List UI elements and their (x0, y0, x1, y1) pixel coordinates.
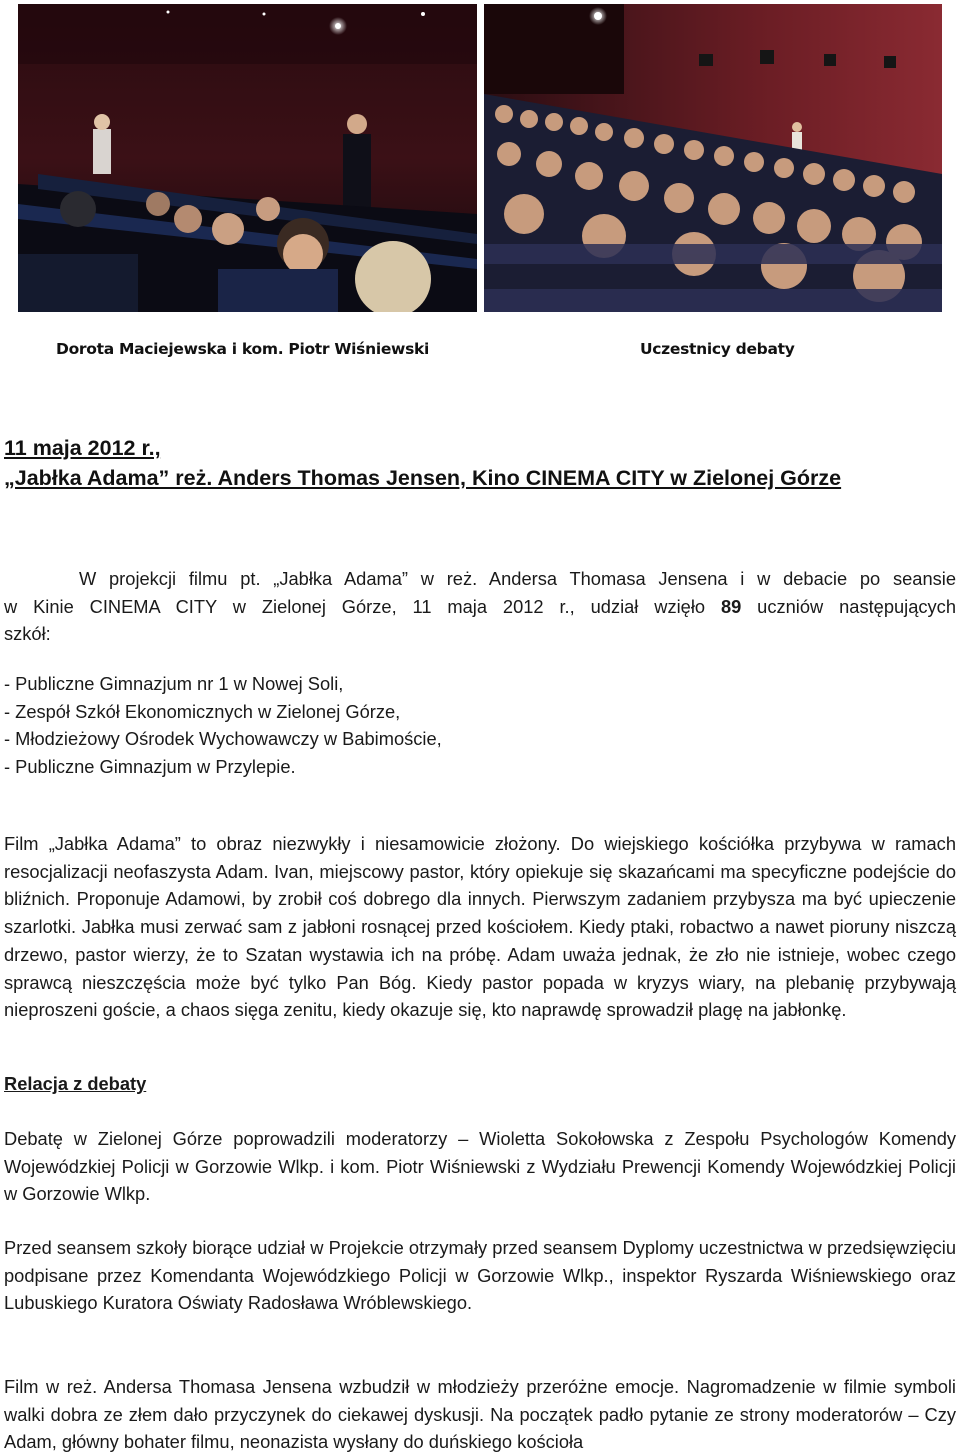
debate-paragraph: Debatę w Zielonej Górze poprowadzili moderatorzy – Wioletta Sokołowska z Zespołu Psychologów Komendy Wojewódzkiej Policji w Gorzowie Wlkp. i kom. Piotr Wiśniewski z Wydziału Prewencji Komendy Wojewódzkiej Policji w Gorzowie Wlkp. (4, 1128, 956, 1205)
school-item: - Zespół Szkół Ekonomicznych w Zielonej Górze, (4, 700, 401, 722)
intro-paragraph (4, 565, 956, 648)
intro-line-2: w Kinie CINEMA CITY w Zielonej Górze, 11 maja 2012 r., udział wzięło 89 uczniów następujących (4, 595, 956, 617)
heading-date: 11 maja 2012 r., (4, 436, 161, 460)
cinema-hall-image-left (18, 4, 477, 312)
photo-audience (484, 4, 942, 312)
film-description: Film „Jabłka Adama” to obraz niezwykły i niesamowicie złożony. Do wiejskiego kościółka przybywa w ramach resocjalizacji neofaszysta Adam. Ivan, miejscowy pastor, który opiekuje się skazańcami ma specyficzne podejście do bliźnich. Proponuje Adamowi, by zrobił coś dobrego dla innych. Pierwszym zadaniem przybysza ma być upieczenie szarlotki. Jabłka musi zerwać sam z jabłoni rosnącej przed kościołem. Kiedy ptaki, robactwo a nawet pioruny niszczą drzewo, pastor wierzy, że to Szatan wystawia ich na próbę. Adam uważa jednak, że zło nie istnieje, wobec czego sprawcą nieszczęścia może być tylko Pan Bóg. Kiedy pastor popada w kryzys wiary, na plebanię przybywają nieproszeni goście, a chaos sięga zenitu, kiedy okazuje się, kto naprawdę sprowadził plagę na jabłonkę. (4, 833, 956, 1021)
section-heading-relacja: Relacja z debaty (4, 1073, 147, 1094)
intro-line-1: W projekcji filmu pt. „Jabłka Adama” w reż. Andersa Thomasa Jensena i w debacie po seansie (79, 568, 956, 589)
heading-film: „Jabłka Adama” reż. Anders Thomas Jensen, Kino CINEMA CITY w Zielonej Górze (4, 466, 842, 490)
cinema-hall-image-right (484, 4, 942, 312)
caption-audience: Uczestnicy debaty (640, 340, 795, 358)
school-item: - Młodzieżowy Ośrodek Wychowawczy w Babimoście, (4, 728, 442, 750)
emotions-paragraph: Film w reż. Andersa Thomasa Jensena wzbudził w młodzieży przeróżne emocje. Nagromadzenie w filmie symboli walki dobra ze złem dało przyczynek do ciekawej dyskusji. Na początek padło pytanie ze strony moderatorów – Czy Adam, główny bohater filmu, neonazista wysłany do duńskiego kościoła (4, 1376, 956, 1453)
caption-speakers: Dorota Maciejewska i kom. Piotr Wiśniewski (56, 340, 430, 358)
school-item: - Publiczne Gimnazjum nr 1 w Nowej Soli, (4, 673, 344, 694)
school-list (4, 670, 956, 781)
photo-speakers (18, 4, 477, 312)
intro-line-3: szkół: (4, 623, 51, 645)
school-item: - Publiczne Gimnazjum w Przylepie. (4, 756, 296, 778)
participant-count: 89 (720, 595, 742, 617)
diplomas-paragraph: Przed seansem szkoły biorące udział w Projekcie otrzymały przed seansem Dyplomy uczestnictwa w przedsięwzięciu podpisane przez Komendanta Wojewódzkiego Policji w Gorzowie Wlkp., inspektor Ryszarda Wiśniewskiego oraz Lubuskiego Kuratora Oświaty Radosława Wróblewskiego. (4, 1237, 956, 1314)
